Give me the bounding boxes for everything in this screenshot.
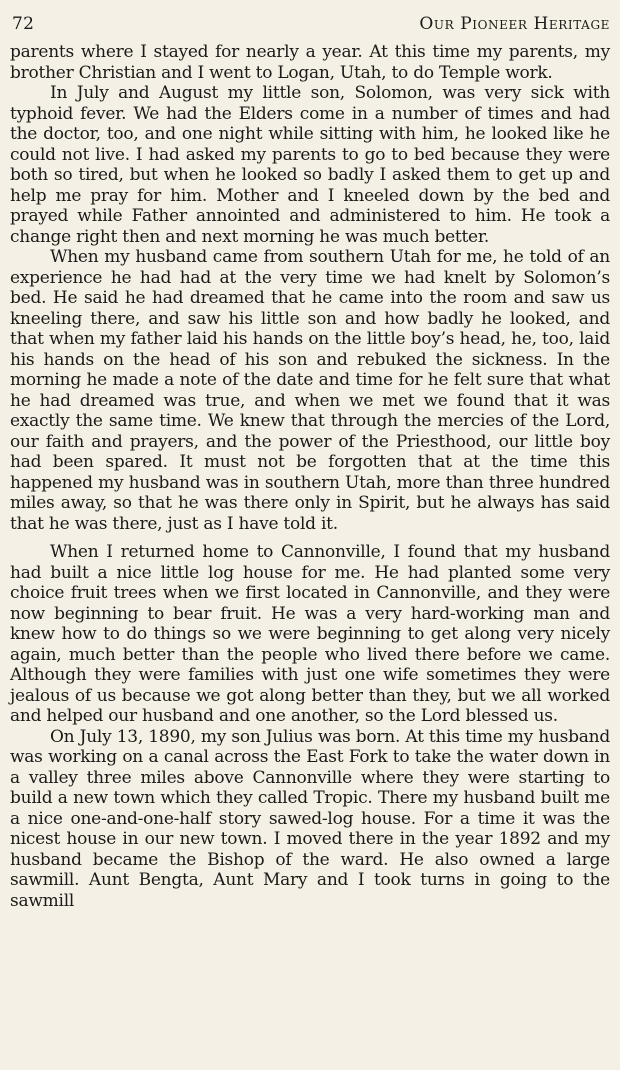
paragraph-typhoid-fever: In July and August my little son, Solomon, was very sick with typhoid fever. We had the Elders come in a number of times and had the doctor, too, and one night while sitting with him, he looked like he could not live. I had asked my parents to go to bed because they were both so tired, but when he looked so badly I asked them to get up and help me pray for him. Mother and I kneeled down by the bed and prayed while Father annointed and administered to him. He took a change right then and next morning he was much better. xyxy=(10,83,610,247)
paragraph-continued: parents where I stayed for nearly a year. At this time my parents, my brother Christian and I went to Logan, Utah, to do Temple work. xyxy=(10,42,610,83)
paragraph-julius-born: On July 13, 1890, my son Julius was born. At this time my husband was working on a canal across the East Fork to take the water down in a valley three miles above Cannonville where they were starting to build a new town which they called Tropic. There my husband built me a nice one-and-one-half story sawed-log house. For a time it was the nicest house in our new town. I moved there in the year 1892 and my husband became the Bishop of the ward. He also owned a large sawmill. Aunt Bengta, Aunt Mary and I took turns in going to the sawmill xyxy=(10,726,610,911)
page-number: 72 xyxy=(12,14,35,34)
page-header xyxy=(10,12,610,42)
paragraph-return-cannonville: When I returned home to Cannonville, I found that my husband had built a nice little log house for me. He had planted some very choice fruit trees when we first located in Cannonville, and they were now beginning to bear fruit. He was a very hard-working man and knew how to do things so we were beginning to get along very nicely again, much better than the people who lived there before we came. Although they were families with just one wife sometimes they were jealous of us because we got along better than they, but we all worked and helped our husband and one another, so the Lord blessed us. xyxy=(10,542,610,726)
running-title: Our Pioneer Heritage xyxy=(419,14,610,34)
paragraph-dream-experience: When my husband came from southern Utah for me, he told of an experience he had had at the very time we had knelt by Solomon’s bed. He said he had dreamed that he came into the room and saw us kneeling there, and saw his little son and how badly he looked, and that when my father laid his hands on the little boy’s head, he, too, laid his hands on the head of his son and rebuked the sickness. In the morning he made a note of the date and time for he felt sure that what he had dreamed was true, and when we met we found that it was exactly the same time. We knew that through the mercies of the Lord, our faith and prayers, and the power of the Priesthood, our little boy had been spared. It must not be forgotten that at the time this happened my husband was in southern Utah, more than three hundred miles away, so that he was there only in Spirit, but he always has said that he was there, just as I have told it. xyxy=(10,247,610,534)
body-text xyxy=(10,42,610,911)
